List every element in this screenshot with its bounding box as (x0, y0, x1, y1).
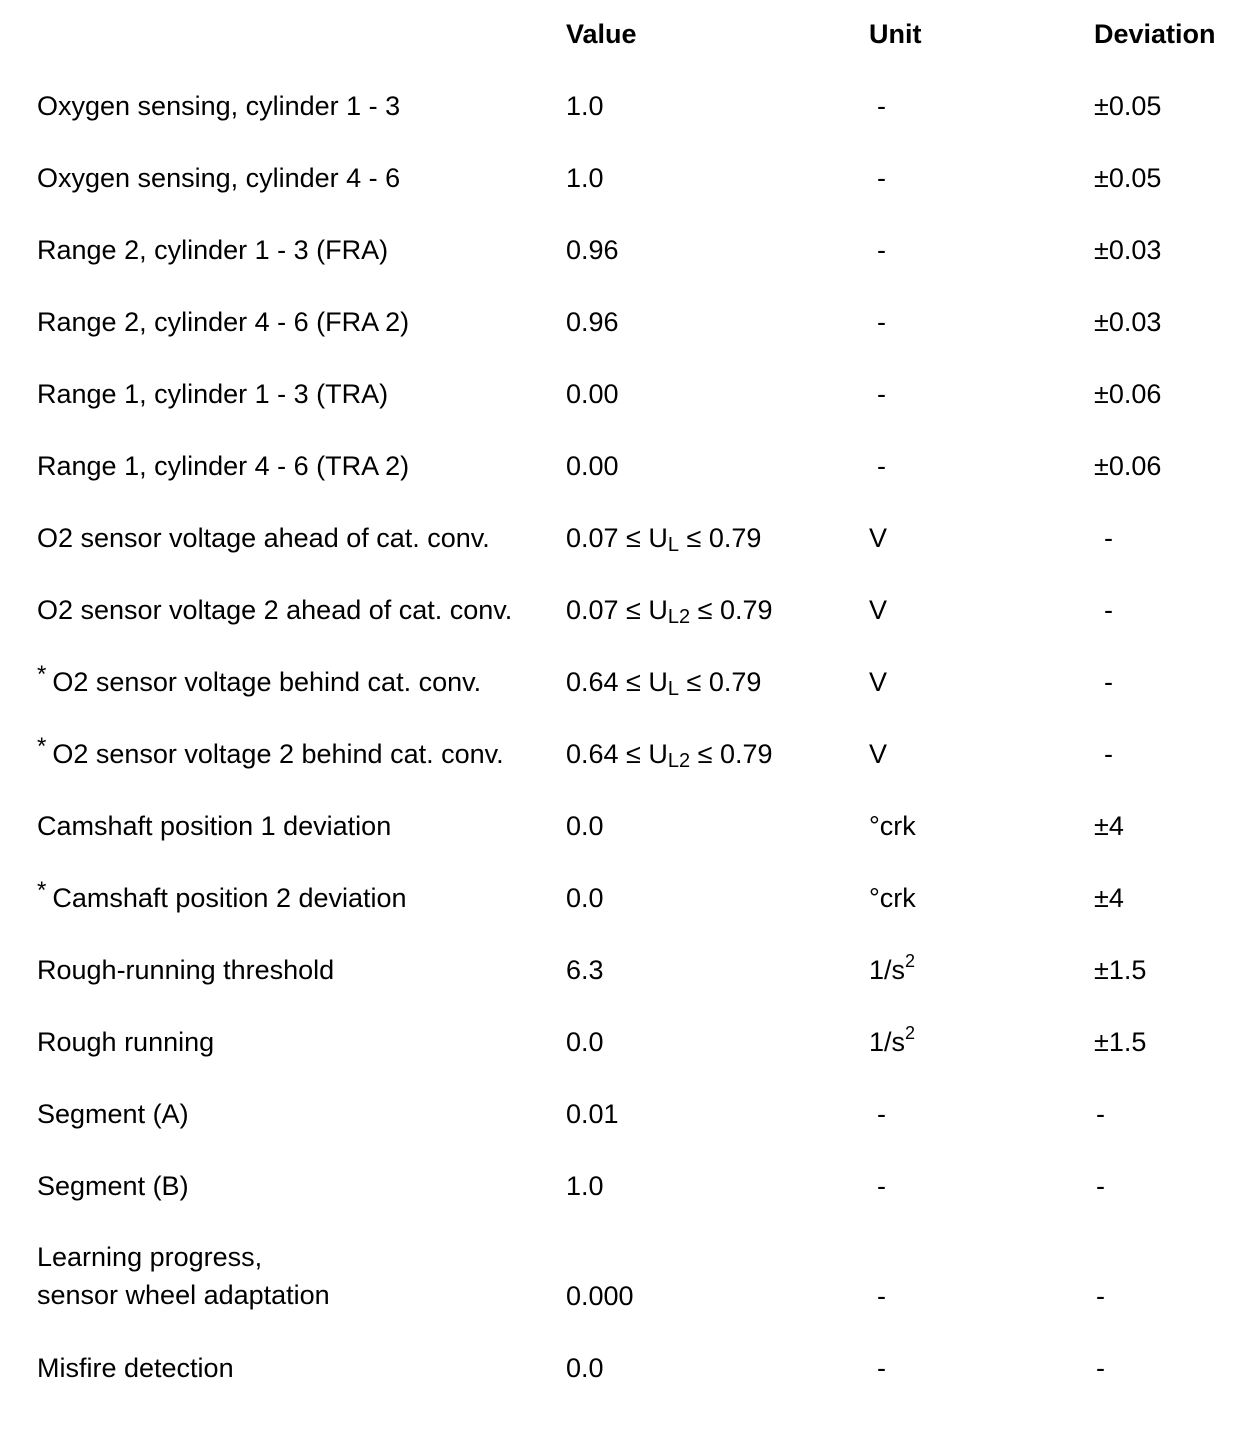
parameter-name: O2 sensor voltage 2 ahead of cat. conv. (37, 595, 513, 625)
parameter-deviation: ±0.05 (1094, 163, 1162, 193)
parameter-value: 0.000 (566, 1281, 634, 1311)
table-row (0, 302, 1248, 374)
parameter-label: O2 sensor voltage 2 behind cat. conv. (52, 739, 504, 769)
parameter-value (566, 734, 773, 774)
value-suffix: ≤ 0.79 (679, 523, 762, 553)
parameter-deviation: - (1104, 523, 1113, 553)
unit-base: 1/s (869, 955, 906, 985)
asterisk-marker: * (37, 661, 47, 688)
parameter-value: 1.0 (566, 91, 604, 121)
table-row (0, 734, 1248, 806)
parameter-unit: °crk (869, 811, 916, 841)
value-suffix: ≤ 0.79 (679, 667, 762, 697)
parameter-name (37, 878, 407, 918)
parameter-value: 0.01 (566, 1099, 619, 1129)
parameter-name: Range 1, cylinder 4 - 6 (TRA 2) (37, 451, 410, 481)
table-row (0, 1166, 1248, 1238)
table-row (0, 878, 1248, 950)
parameter-value: 1.0 (566, 1171, 604, 1201)
parameter-value: 0.0 (566, 811, 604, 841)
parameter-value: 1.0 (566, 163, 604, 193)
parameter-label: Camshaft position 2 deviation (52, 883, 407, 913)
parameter-name: Range 2, cylinder 4 - 6 (FRA 2) (37, 307, 410, 337)
table-row (0, 374, 1248, 446)
table-body (0, 86, 1248, 1420)
value-subscript: L2 (667, 750, 691, 772)
parameter-name: Range 2, cylinder 1 - 3 (FRA) (37, 235, 389, 265)
table-row (0, 446, 1248, 518)
parameter-value: 0.0 (566, 1027, 604, 1057)
header-deviation: Deviation (1094, 19, 1216, 49)
parameter-deviation: ±0.05 (1094, 91, 1162, 121)
header-value: Value (566, 19, 637, 49)
table-row (0, 590, 1248, 662)
parameter-deviation: ±0.03 (1094, 307, 1162, 337)
parameter-unit (869, 1022, 915, 1062)
value-prefix: 0.64 ≤ U (566, 739, 668, 769)
table-row (0, 1094, 1248, 1166)
value-prefix: 0.07 ≤ U (566, 523, 668, 553)
parameter-unit: - (877, 307, 886, 337)
parameter-name: Misfire detection (37, 1353, 234, 1383)
parameter-value (566, 590, 773, 630)
parameter-value: 0.00 (566, 379, 619, 409)
parameter-name (37, 734, 504, 774)
parameter-label-line-1: Learning progress, (37, 1242, 263, 1272)
parameter-label-line-2: sensor wheel adaptation (37, 1280, 330, 1310)
parameter-value: 6.3 (566, 955, 604, 985)
parameter-value: 0.0 (566, 1353, 604, 1383)
parameter-deviation: - (1096, 1099, 1105, 1129)
parameter-unit: - (877, 1171, 886, 1201)
value-prefix: 0.64 ≤ U (566, 667, 668, 697)
parameter-value: 0.96 (566, 235, 619, 265)
parameter-unit: V (869, 667, 888, 697)
parameter-unit: V (869, 595, 888, 625)
value-suffix: ≤ 0.79 (690, 595, 773, 625)
parameter-deviation: ±1.5 (1094, 955, 1147, 985)
table-row (0, 950, 1248, 1022)
header-unit: Unit (869, 19, 922, 49)
parameter-name: Rough running (37, 1027, 215, 1057)
parameter-label: O2 sensor voltage behind cat. conv. (52, 667, 482, 697)
table-row (0, 1348, 1248, 1420)
parameter-name: Range 1, cylinder 1 - 3 (TRA) (37, 379, 389, 409)
table-row (0, 1022, 1248, 1094)
parameter-value: 0.0 (566, 883, 604, 913)
value-prefix: 0.07 ≤ U (566, 595, 668, 625)
parameter-name (37, 1238, 517, 1314)
parameter-name (37, 662, 481, 702)
parameter-unit: - (877, 451, 886, 481)
parameter-deviation: ±0.06 (1094, 379, 1162, 409)
table-row (0, 158, 1248, 230)
parameter-value (566, 518, 761, 558)
value-subscript: L (667, 678, 679, 700)
table-row (0, 662, 1248, 734)
table-row (0, 1238, 1248, 1348)
table-row (0, 230, 1248, 302)
parameter-unit: - (877, 1281, 886, 1311)
parameter-name: Rough-running threshold (37, 955, 335, 985)
table-header (0, 14, 1248, 54)
parameter-unit (869, 950, 915, 990)
parameter-unit: - (877, 1099, 886, 1129)
asterisk-marker: * (37, 733, 47, 760)
parameter-deviation: - (1096, 1353, 1105, 1383)
parameter-value: 0.96 (566, 307, 619, 337)
parameter-value (566, 662, 761, 702)
parameter-name: Oxygen sensing, cylinder 1 - 3 (37, 91, 401, 121)
table-row (0, 806, 1248, 878)
parameter-deviation: - (1104, 667, 1113, 697)
value-suffix: ≤ 0.79 (690, 739, 773, 769)
parameter-deviation: ±4 (1094, 811, 1124, 841)
unit-base: 1/s (869, 1027, 906, 1057)
parameter-unit: V (869, 739, 888, 769)
parameter-name: Segment (B) (37, 1171, 189, 1201)
parameter-deviation: - (1104, 595, 1113, 625)
parameter-unit: °crk (869, 883, 916, 913)
parameter-unit: - (877, 379, 886, 409)
parameter-name: Segment (A) (37, 1099, 189, 1129)
table-row (0, 518, 1248, 590)
table-row (0, 86, 1248, 158)
asterisk-marker: * (37, 877, 47, 904)
unit-exponent: 2 (905, 1023, 916, 1043)
parameter-deviation: - (1096, 1281, 1105, 1311)
unit-exponent: 2 (905, 951, 916, 971)
parameter-unit: - (877, 235, 886, 265)
parameter-deviation: ±0.06 (1094, 451, 1162, 481)
parameter-deviation: - (1096, 1171, 1105, 1201)
parameter-deviation: ±1.5 (1094, 1027, 1147, 1057)
parameter-name: Oxygen sensing, cylinder 4 - 6 (37, 163, 401, 193)
value-subscript: L2 (667, 606, 691, 628)
parameter-unit: - (877, 1353, 886, 1383)
value-subscript: L (667, 534, 679, 556)
parameter-unit: V (869, 523, 888, 553)
parameter-unit: - (877, 91, 886, 121)
parameter-deviation: ±0.03 (1094, 235, 1162, 265)
parameter-deviation: - (1104, 739, 1113, 769)
parameter-deviation: ±4 (1094, 883, 1124, 913)
parameter-value: 0.00 (566, 451, 619, 481)
parameter-unit: - (877, 163, 886, 193)
parameter-name: Camshaft position 1 deviation (37, 811, 392, 841)
parameter-name: O2 sensor voltage ahead of cat. conv. (37, 523, 490, 553)
